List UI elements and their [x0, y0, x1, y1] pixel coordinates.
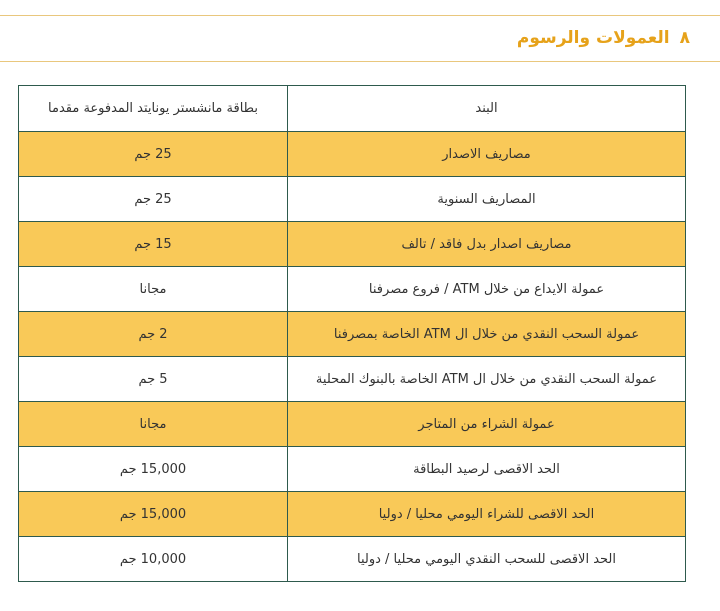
- row-value-cell: 15 جم: [19, 222, 288, 267]
- section-title[interactable]: [517, 28, 690, 48]
- row-value-cell: 25 جم: [19, 132, 288, 177]
- row-value-cell: 25 جم: [19, 177, 288, 222]
- row-item-cell: مصاريف الاصدار: [288, 132, 686, 177]
- table-row: [19, 537, 686, 582]
- row-item-cell: الحد الاقصى لرصيد البطاقة: [288, 447, 686, 492]
- row-item-cell: المصاريف السنوية: [288, 177, 686, 222]
- table-row: [19, 177, 686, 222]
- row-item-cell: مصاريف اصدار بدل فاقد / تالف: [288, 222, 686, 267]
- table-row: [19, 492, 686, 537]
- row-value-cell: 5 جم: [19, 357, 288, 402]
- row-value-cell: 2 جم: [19, 312, 288, 357]
- row-value-cell: مجانا: [19, 267, 288, 312]
- table-row: [19, 402, 686, 447]
- fees-table: [18, 85, 686, 582]
- row-value-cell: 15,000 جم: [19, 447, 288, 492]
- column-header-value: بطاقة مانشستر يونايتد المدفوعة مقدما: [19, 86, 288, 132]
- column-header-item: البند: [288, 86, 686, 132]
- table-row: [19, 357, 686, 402]
- row-value-cell: مجانا: [19, 402, 288, 447]
- row-value-cell: 15,000 جم: [19, 492, 288, 537]
- table-row: [19, 447, 686, 492]
- table-row: [19, 267, 686, 312]
- section-title-text: العمولات والرسوم: [516, 28, 670, 48]
- section-number: ٨: [679, 28, 690, 48]
- table-header-row: [19, 86, 686, 132]
- row-item-cell: الحد الاقصى للشراء اليومي محليا / دوليا: [288, 492, 686, 537]
- table-row: [19, 312, 686, 357]
- row-item-cell: الحد الاقصى للسحب النقدي اليومي محليا / دوليا: [288, 537, 686, 582]
- section-header[interactable]: [0, 15, 720, 62]
- row-item-cell: عمولة السحب النقدي من خلال ال ATM الخاصة بمصرفنا: [288, 312, 686, 357]
- table-row: [19, 132, 686, 177]
- row-item-cell: عمولة الشراء من المتاجر: [288, 402, 686, 447]
- table-row: [19, 222, 686, 267]
- row-value-cell: 10,000 جم: [19, 537, 288, 582]
- row-item-cell: عمولة السحب النقدي من خلال ال ATM الخاصة بالبنوك المحلية: [288, 357, 686, 402]
- row-item-cell: عمولة الايداع من خلال ATM / فروع مصرفنا: [288, 267, 686, 312]
